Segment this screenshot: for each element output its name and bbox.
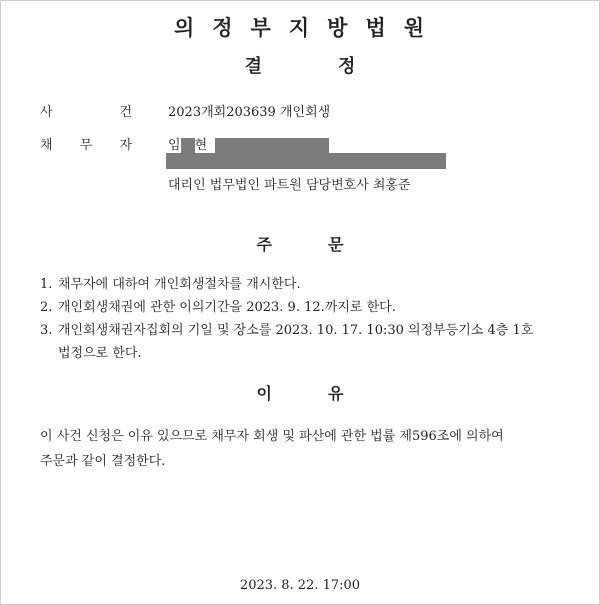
court-name-char: 지 — [288, 16, 312, 40]
debtor-label-char: 무 — [79, 138, 93, 153]
document-title — [0, 52, 600, 78]
case-label — [40, 101, 132, 120]
reason-text-line: 이 사건 신청은 이유 있으므로 채무자 회생 및 파산에 관한 법률 제596조에 의하여 — [40, 429, 504, 444]
reason-section-title — [0, 381, 600, 404]
order-item-text: 개인회생채권에 관한 이의기간을 2023. 9. 12.까지로 한다. — [58, 300, 396, 315]
order-title-char: 주 — [256, 235, 272, 254]
order-item-number: 1. — [40, 277, 53, 292]
debtor-name-last: 현 — [194, 138, 208, 153]
case-number: 2023개회203639 개인회생 — [168, 105, 331, 120]
order-item — [40, 273, 301, 292]
case-label-char: 사 — [40, 105, 53, 120]
redaction-block — [215, 138, 329, 154]
debtor-representative: 대리인 법무법인 파트원 담당변호사 최홍준 — [168, 178, 411, 193]
order-section-title — [0, 232, 600, 255]
debtor-name — [168, 134, 329, 154]
court-name-char: 방 — [327, 16, 350, 40]
reason-title-char: 유 — [328, 384, 344, 403]
order-title-char: 문 — [328, 235, 344, 254]
court-name-char: 정 — [212, 16, 235, 40]
order-item-text: 개인회생채권자집회의 기일 및 장소를 2023. 10. 17. 10:30 의정부등기소 4층 1호 — [58, 323, 534, 338]
decision-date: 2023. 8. 22. 17:00 — [239, 578, 361, 593]
order-item — [40, 319, 533, 338]
order-item — [40, 296, 396, 315]
court-name-char: 의 — [173, 16, 197, 40]
reason-text-line: 주문과 같이 결정한다. — [40, 454, 166, 469]
reason-title-char: 이 — [256, 384, 272, 403]
court-name-char: 법 — [365, 16, 388, 40]
debtor-label-char: 자 — [119, 138, 132, 153]
court-name-char: 원 — [403, 16, 427, 40]
order-item-continuation: 법정으로 한다. — [58, 346, 142, 361]
case-label-char: 건 — [119, 105, 132, 120]
court-name-char: 부 — [250, 16, 273, 40]
order-item-number: 2. — [40, 300, 53, 315]
order-item-number: 3. — [40, 323, 53, 338]
debtor-name-first: 임 — [168, 138, 181, 153]
order-item-text: 채무자에 대하여 개인회생절차를 개시한다. — [58, 277, 301, 292]
redaction-block — [181, 138, 195, 154]
address-redaction-block — [166, 153, 446, 169]
debtor-label-char: 채 — [40, 138, 53, 153]
court-name — [0, 12, 600, 42]
document-title-char: 결 — [244, 56, 262, 77]
debtor-label — [40, 134, 132, 153]
document-title-char: 정 — [338, 56, 356, 77]
